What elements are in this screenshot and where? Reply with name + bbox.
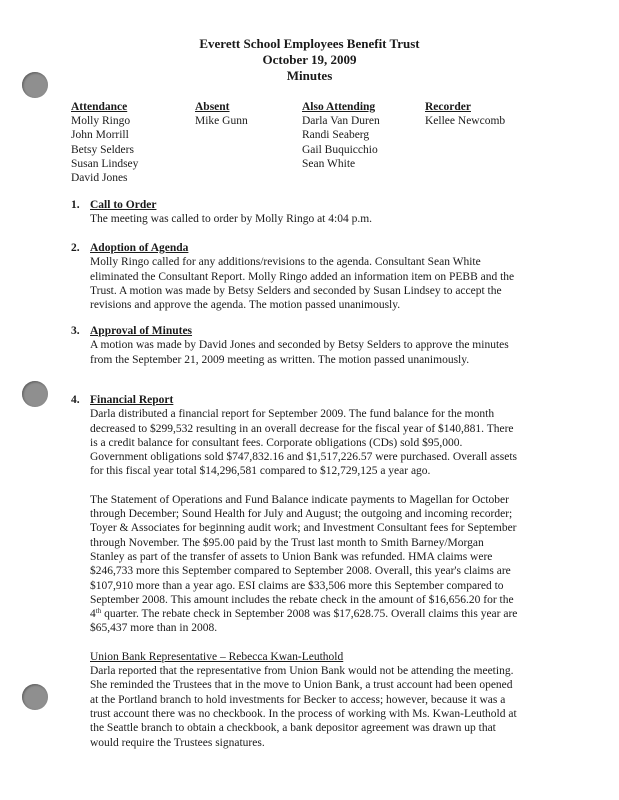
- financial-paragraph-1: Darla distributed a financial report for September 2009. The fund balance for the month decreased to $299,532 resulting in an overall decrease for the fiscal year of $140,881. There is a credit balance for consultant fees. Corporate obligations (CDs) sold $95,000. Government obligations sold $747,832.16 and $1,517,226.57 were purchased. Overall assets for this fiscal year total $14,296,581 compared to $12,729,125 a year ago.: [90, 408, 518, 478]
- financial-paragraph-2: The Statement of Operations and Fund Balance indicate payments to Magellan for October through December; Sound Health for July and August; the outgoing and incoming recorder; Toyer & Associates for beginning audit work; and Investment Consultant fees for September through November. The $95.00 paid by the Trust last month to Smith Barney/Morgan Stanley as part of the transfer of assets to Union Bank was refunded. HMA claims were $246,733 more this September compared to September 2008. Overall, this year's claims are $107,910 more than a year ago. ESI claims are $33,506 more this September compared to September 2008. This amount includes the rebate check in the amount of $16,656.20 for the 4th quarter. The rebate check in September 2008 was $17,628.75. Overall claims this year are $65,437 more than in 2008.: [90, 493, 518, 635]
- doc-type: Minutes: [286, 68, 333, 83]
- also-attending-column: [302, 100, 380, 171]
- recorder-heading: Recorder: [425, 101, 471, 113]
- section-body: The meeting was called to order by Molly Ringo at 4:04 p.m.: [90, 213, 373, 226]
- section-heading: Financial Report: [90, 394, 174, 406]
- recorder-column: [425, 100, 505, 128]
- absent-column: [195, 100, 248, 128]
- attendee: David Jones: [71, 172, 128, 185]
- also-attendee: Randi Seaberg: [302, 129, 370, 142]
- meeting-date: October 19, 2009: [262, 52, 357, 67]
- binder-hole-middle: [22, 381, 48, 407]
- document-header: [0, 36, 619, 84]
- org-title: Everett School Employees Benefit Trust: [199, 36, 420, 51]
- section-heading: Adoption of Agenda: [90, 242, 189, 254]
- section-number: 2.: [71, 242, 80, 254]
- attendee: John Morrill: [71, 129, 129, 142]
- section-body: Molly Ringo called for any additions/revisions to the agenda. Consultant Sean White eliminated the Consultant Report. Molly Ringo added an information item on PEBB and the Trust. A motion was made by Betsy Selders and seconded by Susan Lindsey to accept the revisions and approve the agenda. The motion passed unanimously.: [90, 256, 515, 312]
- section-number: 3.: [71, 325, 80, 337]
- recorder-name: Kellee Newcomb: [425, 115, 506, 128]
- absentee: Mike Gunn: [195, 115, 248, 128]
- attendee: Molly Ringo: [71, 115, 131, 128]
- section-adoption-of-agenda: [71, 241, 521, 312]
- also-attendee: Darla Van Duren: [302, 115, 380, 128]
- also-attending-heading: Also Attending: [302, 101, 376, 113]
- attendance-column: [71, 100, 138, 185]
- section-heading: Approval of Minutes: [90, 325, 193, 337]
- binder-hole-bottom: [22, 684, 48, 710]
- union-bank-subheading: Union Bank Representative – Rebecca Kwan-Leuthold: [90, 650, 344, 663]
- section-body: A motion was made by David Jones and seconded by Betsy Selders to approve the minutes from the September 21, 2009 meeting as written. The motion passed unanimously.: [90, 339, 509, 366]
- section-heading: Call to Order: [90, 199, 157, 211]
- attendee: Betsy Selders: [71, 143, 134, 156]
- union-bank-paragraph: Darla reported that the representative from Union Bank would not be attending the meeting. She reminded the Trustees that in the move to Union Bank, a trust account had been opened at the Portland branch to hold investments for Becker to access; however, because it was a trust account there was no checkbook. In the process of working with Ms. Kwan-Leuthold at the Seattle branch to obtain a checkbook, a bank depositor agreement was drawn up that would require the Trustees signatures.: [90, 665, 517, 749]
- section-financial-report: [71, 393, 521, 750]
- also-attendee: Gail Buquicchio: [302, 143, 378, 156]
- section-call-to-order: [71, 198, 521, 227]
- absent-heading: Absent: [195, 101, 230, 113]
- attendee: Susan Lindsey: [71, 157, 139, 170]
- also-attendee: Sean White: [302, 157, 356, 170]
- attendance-heading: Attendance: [71, 101, 128, 113]
- section-number: 4.: [71, 394, 80, 406]
- section-approval-of-minutes: [71, 324, 521, 367]
- section-number: 1.: [71, 199, 80, 211]
